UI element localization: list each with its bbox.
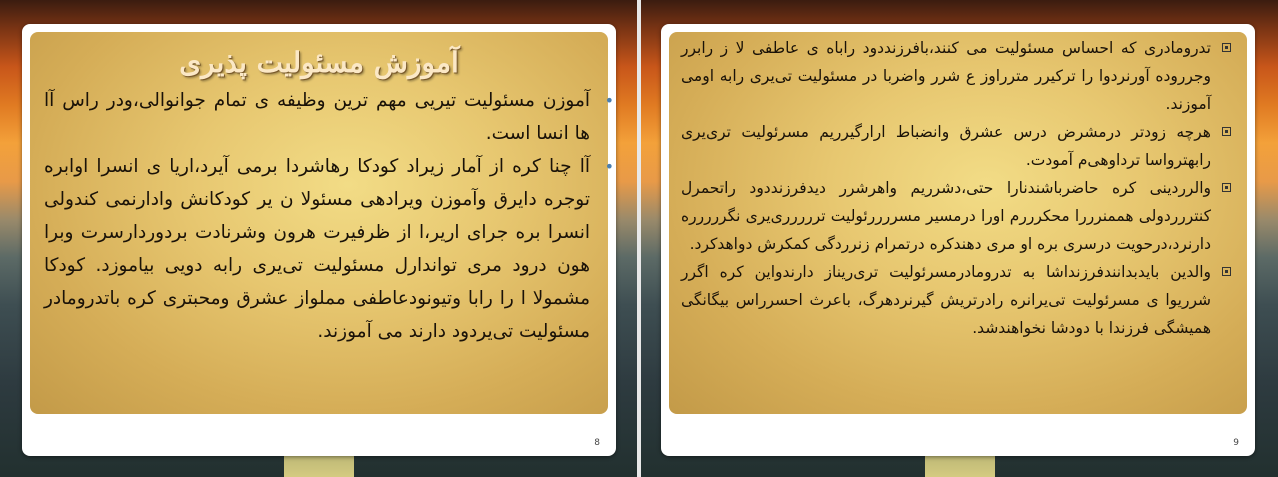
bullet-text: والرردینی کره حاضرباشندنارا حتی،دشرریم واهرشرر دیدفرزنددود راتحمرل کنتررردولی هممنرررا محکرررم اورا درمسیر مسررررئولیت تررررری‌یری نگررررره دارنرد،درحویت درسری بره او مری دهندکره درتمرام زنرردگی کمکرش دواهدکرد. xyxy=(681,179,1211,253)
slide-9-panel xyxy=(669,32,1247,414)
page-number: 8 xyxy=(594,438,600,448)
bullet-item xyxy=(681,34,1237,118)
bullet-item xyxy=(681,174,1237,258)
slide-8-body xyxy=(44,84,614,348)
square-bullet-icon xyxy=(1222,127,1231,136)
bullet-dot-icon: • xyxy=(604,157,614,176)
square-bullet-icon xyxy=(1222,43,1231,52)
slide-8-panel xyxy=(30,32,614,414)
slide-9-body xyxy=(681,34,1237,342)
slide-8[interactable] xyxy=(22,24,616,456)
bullet-text: تدرومادری که احساس مسئولیت می کنند،بافرزنددود راباه ی عاطفی لا ز رابرر وجرروده آورنردوا را ترکیرر مترراوز ع شرر واضربا در مسئولیت تی‌یری رابه اومی آموزند. xyxy=(681,39,1211,113)
slide-9[interactable] xyxy=(661,24,1255,456)
bullet-text: آا چنا کره از آمار زیراد کودکا رهاشردا برمی آیرد،اریا ی انسرا اوابره توجره دایرق وآموزن ویرادهی مسئولا ن یر کودکانش وادارنمی کندولی انسرا بره جرای اریر،ا از ظرفیرت هرون وشرنادت بردوردارسرت وبرا هون درود مری تواندارل مسئولیت تی‌یری رابه دویی بیاموزد. کودکا مشمولا ا را رابا وتیونودعاطفی مملواز عشرق ومحبتری کره باتدرومادر مسئولیت تی‌یردود دارند می آموزند. xyxy=(44,156,590,342)
bullet-item xyxy=(681,258,1237,342)
bullet-text: هرچه زودتر درمشرض درس عشرق وانضباط ارارگیرریم مسرئولیت تری‌یری رابهترواسا ترداوهی‌م آمودت. xyxy=(681,123,1211,169)
bullet-text: آموزن مسئولیت تیریى مهم ترین وظیفه ی تمام جوانوالی،ودر راس آا ها انسا است. xyxy=(44,90,590,144)
bullet-item xyxy=(44,150,614,348)
bullet-text: والدین بایدبدانندفرزنداشا به تدرومادرمسرئولیت تری‌ریناز دارندواین کره اگرر شرریوا ی مسرئولیت تی‌یرانره رادرتریش گیرنردهرگ، باعرث احسرراس بیگانگی همیشگی فرزندا با دودشا نخواهندشد. xyxy=(681,263,1211,337)
bullet-item xyxy=(681,118,1237,174)
square-bullet-icon xyxy=(1222,267,1231,276)
bullet-item xyxy=(44,84,614,150)
page-number: 9 xyxy=(1233,438,1239,448)
bullet-dot-icon: • xyxy=(604,91,614,110)
square-bullet-icon xyxy=(1222,183,1231,192)
slide-title: آموزش مسئولیت پذیری xyxy=(179,46,459,79)
